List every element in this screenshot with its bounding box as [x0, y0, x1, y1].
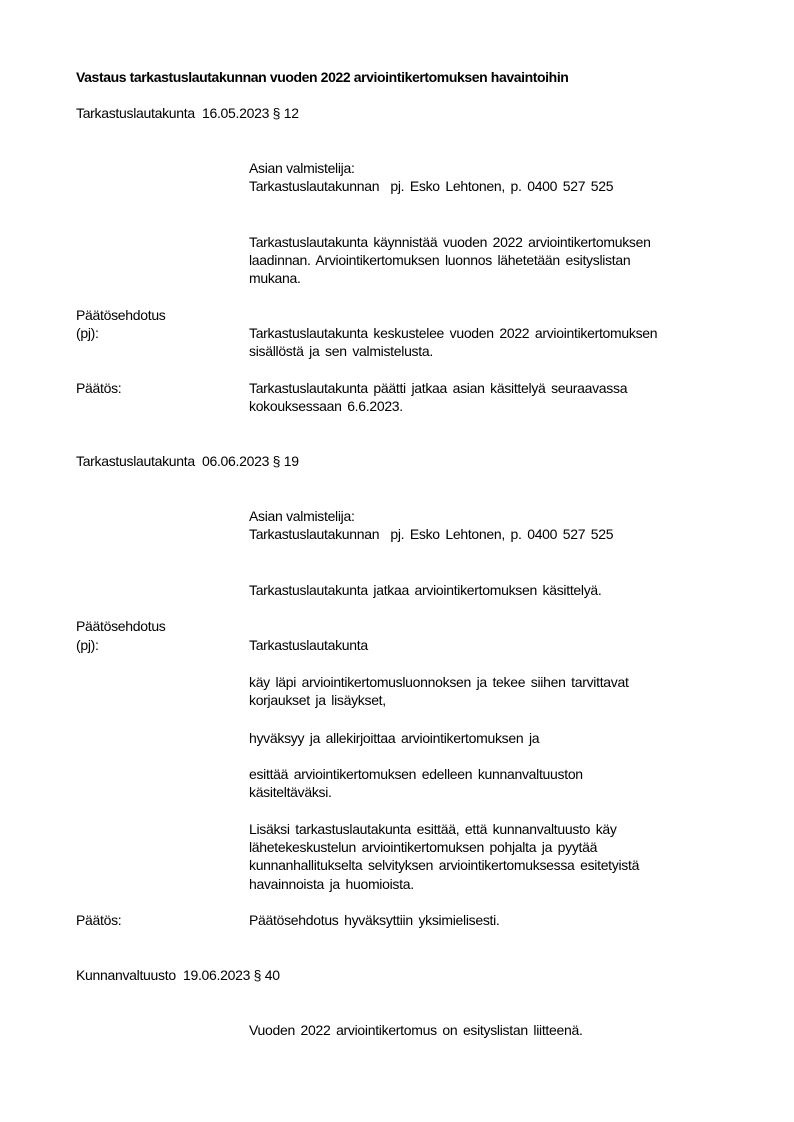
meeting2-decision-label: Päätös:: [76, 912, 122, 928]
meeting1-preparer: Tarkastuslautakunnan pj. Esko Lehtonen, p. 0400 527 525: [249, 178, 614, 194]
meeting1-preparer-label: Asian valmistelija:: [249, 160, 355, 176]
meeting1-proposal-label: Päätösehdotus: [76, 307, 166, 323]
meeting2-proposal-label-pj: (pj):: [76, 637, 99, 653]
meeting2-preparer-label: Asian valmistelija:: [249, 508, 355, 524]
meeting2-proposal-item-line: havainnoista ja huomioista.: [249, 876, 414, 892]
meeting2-preparer: Tarkastuslautakunnan pj. Esko Lehtonen, p. 0400 527 525: [249, 526, 614, 542]
meeting2-proposal-item-line: kunnanhallitukselta selvityksen arviointikertomuksessa esitetyistä: [249, 857, 640, 873]
meeting1-decision-line: kokouksessaan 6.6.2023.: [249, 398, 403, 414]
document-title: Vastaus tarkastuslautakunnan vuoden 2022 arviointikertomuksen havaintoihin: [76, 69, 569, 85]
meeting1-header: Tarkastuslautakunta 16.05.2023 § 12: [76, 105, 299, 121]
meeting2-header: Tarkastuslautakunta 06.06.2023 § 19: [76, 453, 299, 469]
meeting2-proposal-item-line: esittää arviointikertomuksen edelleen kunnanvaltuuston: [249, 766, 583, 782]
meeting1-body-line: laadinnan. Arviointikertomuksen luonnos lähetetään esityslistan: [249, 252, 631, 268]
meeting1-decision-line: Tarkastuslautakunta päätti jatkaa asian käsittelyä seuraavassa: [249, 380, 628, 396]
meeting1-proposal-label-pj: (pj):: [76, 325, 99, 341]
meeting2-decision: Päätösehdotus hyväksyttiin yksimielisesti.: [249, 912, 500, 928]
meeting2-proposal-item-line: korjaukset ja lisäykset,: [249, 692, 386, 708]
meeting1-proposal-line: Tarkastuslautakunta keskustelee vuoden 2022 arviointikertomuksen: [249, 325, 658, 341]
meeting2-body: Tarkastuslautakunta jatkaa arviointikertomuksen käsittelyä.: [249, 582, 602, 598]
meeting1-body-line: mukana.: [249, 270, 301, 286]
meeting2-proposal-item-line: lähetekeskustelun arviointikertomuksen pohjalta ja pyytää: [249, 839, 598, 855]
meeting3-header: Kunnanvaltuusto 19.06.2023 § 40: [76, 967, 280, 983]
meeting2-proposal-item-line: käy läpi arviointikertomusluonnoksen ja tekee siihen tarvittavat: [249, 674, 629, 690]
meeting2-proposal-intro: Tarkastuslautakunta: [249, 637, 368, 653]
meeting2-proposal-item-line: käsiteltäväksi.: [249, 784, 332, 800]
meeting1-decision-label: Päätös:: [76, 380, 122, 396]
meeting3-body: Vuoden 2022 arviointikertomus on esityslistan liitteenä.: [249, 1022, 583, 1038]
meeting2-proposal-item-line: hyväksyy ja allekirjoittaa arviointikertomuksen ja: [249, 730, 540, 746]
meeting2-proposal-label: Päätösehdotus: [76, 618, 166, 634]
meeting1-proposal-line: sisällöstä ja sen valmistelusta.: [249, 343, 433, 359]
meeting1-body-line: Tarkastuslautakunta käynnistää vuoden 2022 arviointikertomuksen: [249, 234, 651, 250]
meeting2-proposal-item-line: Lisäksi tarkastuslautakunta esittää, että kunnanvaltuusto käy: [249, 821, 617, 837]
